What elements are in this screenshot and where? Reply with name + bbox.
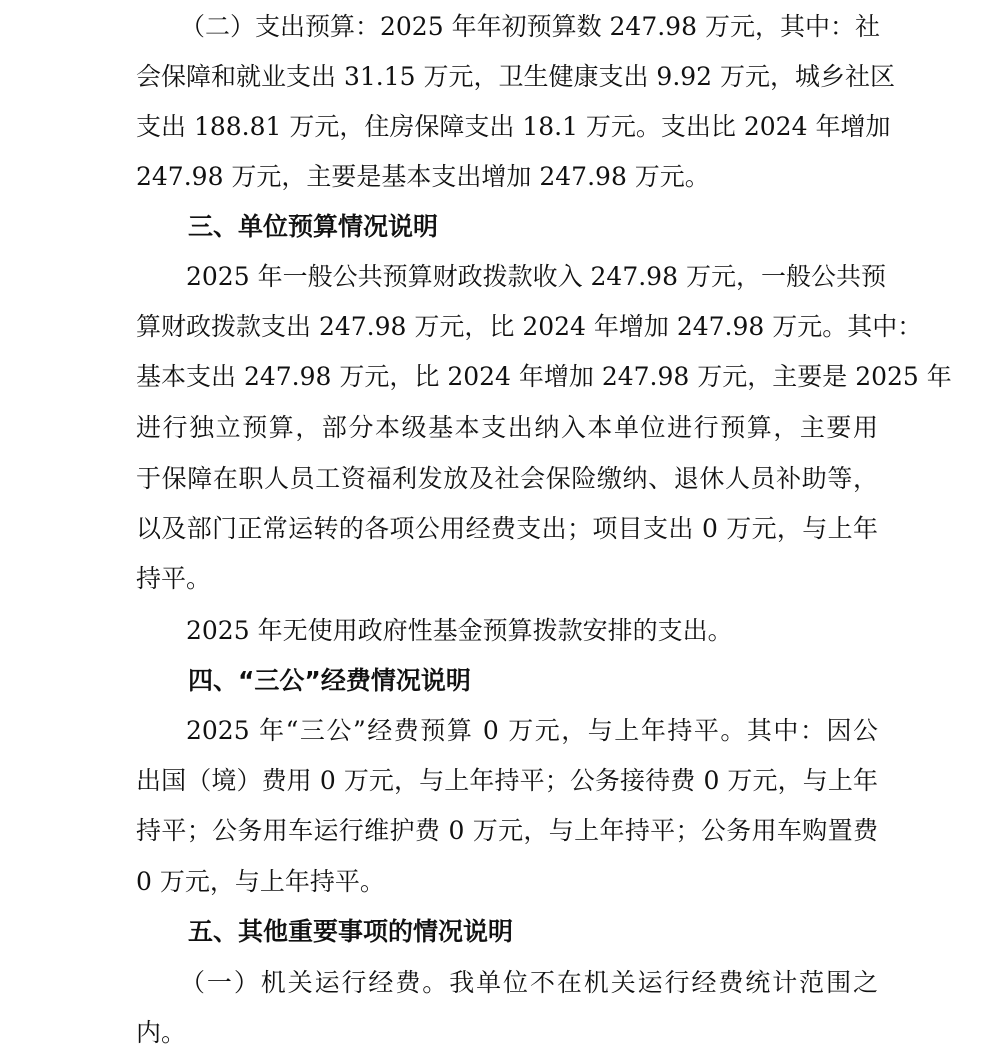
unit-budget-paragraph-line-3: 基本支出 247.98 万元，比 2024 年增加 247.98 万元，主要是 2025 年 xyxy=(136,362,952,391)
unit-budget-paragraph-line-2: 算财政拨款支出 247.98 万元，比 2024 年增加 247.98 万元。其中： xyxy=(136,312,923,341)
office-operating-expenses-line-1: （一）机关运行经费。我单位不在机关运行经费统计范围之 xyxy=(180,968,878,997)
section-heading-other-matters: 五、其他重要事项的情况说明 xyxy=(188,917,514,946)
unit-budget-paragraph-line-7: 持平。 xyxy=(136,564,212,593)
section-heading-unit-budget: 三、单位预算情况说明 xyxy=(188,212,439,241)
unit-budget-paragraph-line-4: 进行独立预算，部分本级基本支出纳入本单位进行预算，主要用 xyxy=(136,413,878,442)
unit-budget-paragraph-line-1: 2025 年一般公共预算财政拨款收入 247.98 万元，一般公共预 xyxy=(186,262,886,291)
office-operating-expenses-line-2: 内。 xyxy=(136,1018,187,1047)
expenditure-paragraph-line-4: 247.98 万元，主要是基本支出增加 247.98 万元。 xyxy=(136,162,710,191)
expenditure-paragraph-line-1: （二）支出预算：2025 年年初预算数 247.98 万元，其中：社 xyxy=(180,12,880,41)
section-heading-three-public-expenses: 四、“三公”经费情况说明 xyxy=(188,666,471,695)
unit-budget-paragraph-line-6: 以及部门正常运转的各项公用经费支出；项目支出 0 万元，与上年 xyxy=(136,514,878,543)
expenditure-paragraph-line-2: 会保障和就业支出 31.15 万元，卫生健康支出 9.92 万元，城乡社区 xyxy=(136,62,896,91)
three-public-paragraph-line-3: 持平；公务用车运行维护费 0 万元，与上年持平；公务用车购置费 xyxy=(136,816,878,845)
unit-budget-paragraph-line-5: 于保障在职人员工资福利发放及社会保险缴纳、退休人员补助等， xyxy=(136,464,878,493)
government-fund-paragraph: 2025 年无使用政府性基金预算拨款安排的支出。 xyxy=(186,616,733,645)
three-public-paragraph-line-2: 出国（境）费用 0 万元，与上年持平；公务接待费 0 万元，与上年 xyxy=(136,766,878,795)
three-public-paragraph-line-1: 2025 年“三公”经费预算 0 万元，与上年持平。其中：因公 xyxy=(186,716,878,745)
three-public-paragraph-line-4: 0 万元，与上年持平。 xyxy=(136,867,385,896)
expenditure-paragraph-line-3: 支出 188.81 万元，住房保障支出 18.1 万元。支出比 2024 年增加 xyxy=(136,112,891,141)
